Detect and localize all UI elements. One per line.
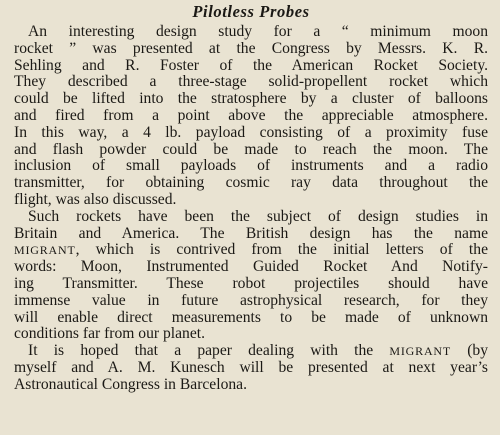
- text-line: conditions far from our planet.: [14, 325, 205, 343]
- text-line: [14, 242, 488, 259]
- text-line: ing Transmitter. These robot projectiles should have: [14, 274, 488, 292]
- text-line: rocket ” was presented at the Congress by Messrs. K. R.: [14, 39, 488, 57]
- acronym-migrant: MIGRANT: [389, 344, 452, 359]
- paragraph-1: [14, 24, 488, 209]
- acronym-migrant: MIGRANT: [14, 243, 76, 258]
- text-line: An interesting design study for a “ minimum moon: [28, 23, 488, 40]
- text-line: will enable direct measurements to be made of unknown: [14, 308, 488, 326]
- paragraph-2: [14, 209, 488, 343]
- text-line: Such rockets have been the subject of design studies in: [28, 207, 488, 225]
- text-line: Astronautical Congress in Barcelona.: [14, 375, 247, 393]
- text-fragment: (by: [451, 342, 488, 360]
- article-title: Pilotless Probes: [192, 2, 310, 21]
- text-line: Sehling and R. Foster of the American Rocket Society.: [14, 56, 488, 74]
- text-line: Britain and America. The British design has the name: [14, 224, 488, 242]
- text-line: flight, was also discussed.: [14, 190, 177, 208]
- text-line: In this way, a 4 lb. payload consisting of a proximity fuse: [14, 123, 488, 141]
- text-line: inclusion of small payloads of instruments and a radio: [14, 157, 488, 175]
- text-line: myself and A. M. Kunesch will be presented at next year’s: [14, 358, 488, 376]
- text-line: and flash powder could be made to reach the moon. The: [14, 140, 488, 158]
- text-line: [14, 343, 488, 360]
- text-fragment: It is hoped that a paper dealing with the: [28, 342, 390, 360]
- text-line: words: Moon, Instrumented Guided Rocket And Notify-: [14, 258, 488, 276]
- text-line: and fired from a point above the appreciable atmosphere.: [14, 106, 488, 124]
- text-fragment: , which is contrived from the initial letters of the: [75, 241, 488, 259]
- paragraph-3: [14, 343, 488, 393]
- text-line: transmitter, for obtaining cosmic ray data throughout the: [14, 174, 488, 192]
- text-line: could be lifted into the stratosphere by a cluster of balloons: [14, 90, 488, 108]
- text-line: immense value in future astrophysical research, for they: [14, 291, 488, 309]
- text-line: They described a three-stage solid-propellent rocket which: [14, 73, 488, 91]
